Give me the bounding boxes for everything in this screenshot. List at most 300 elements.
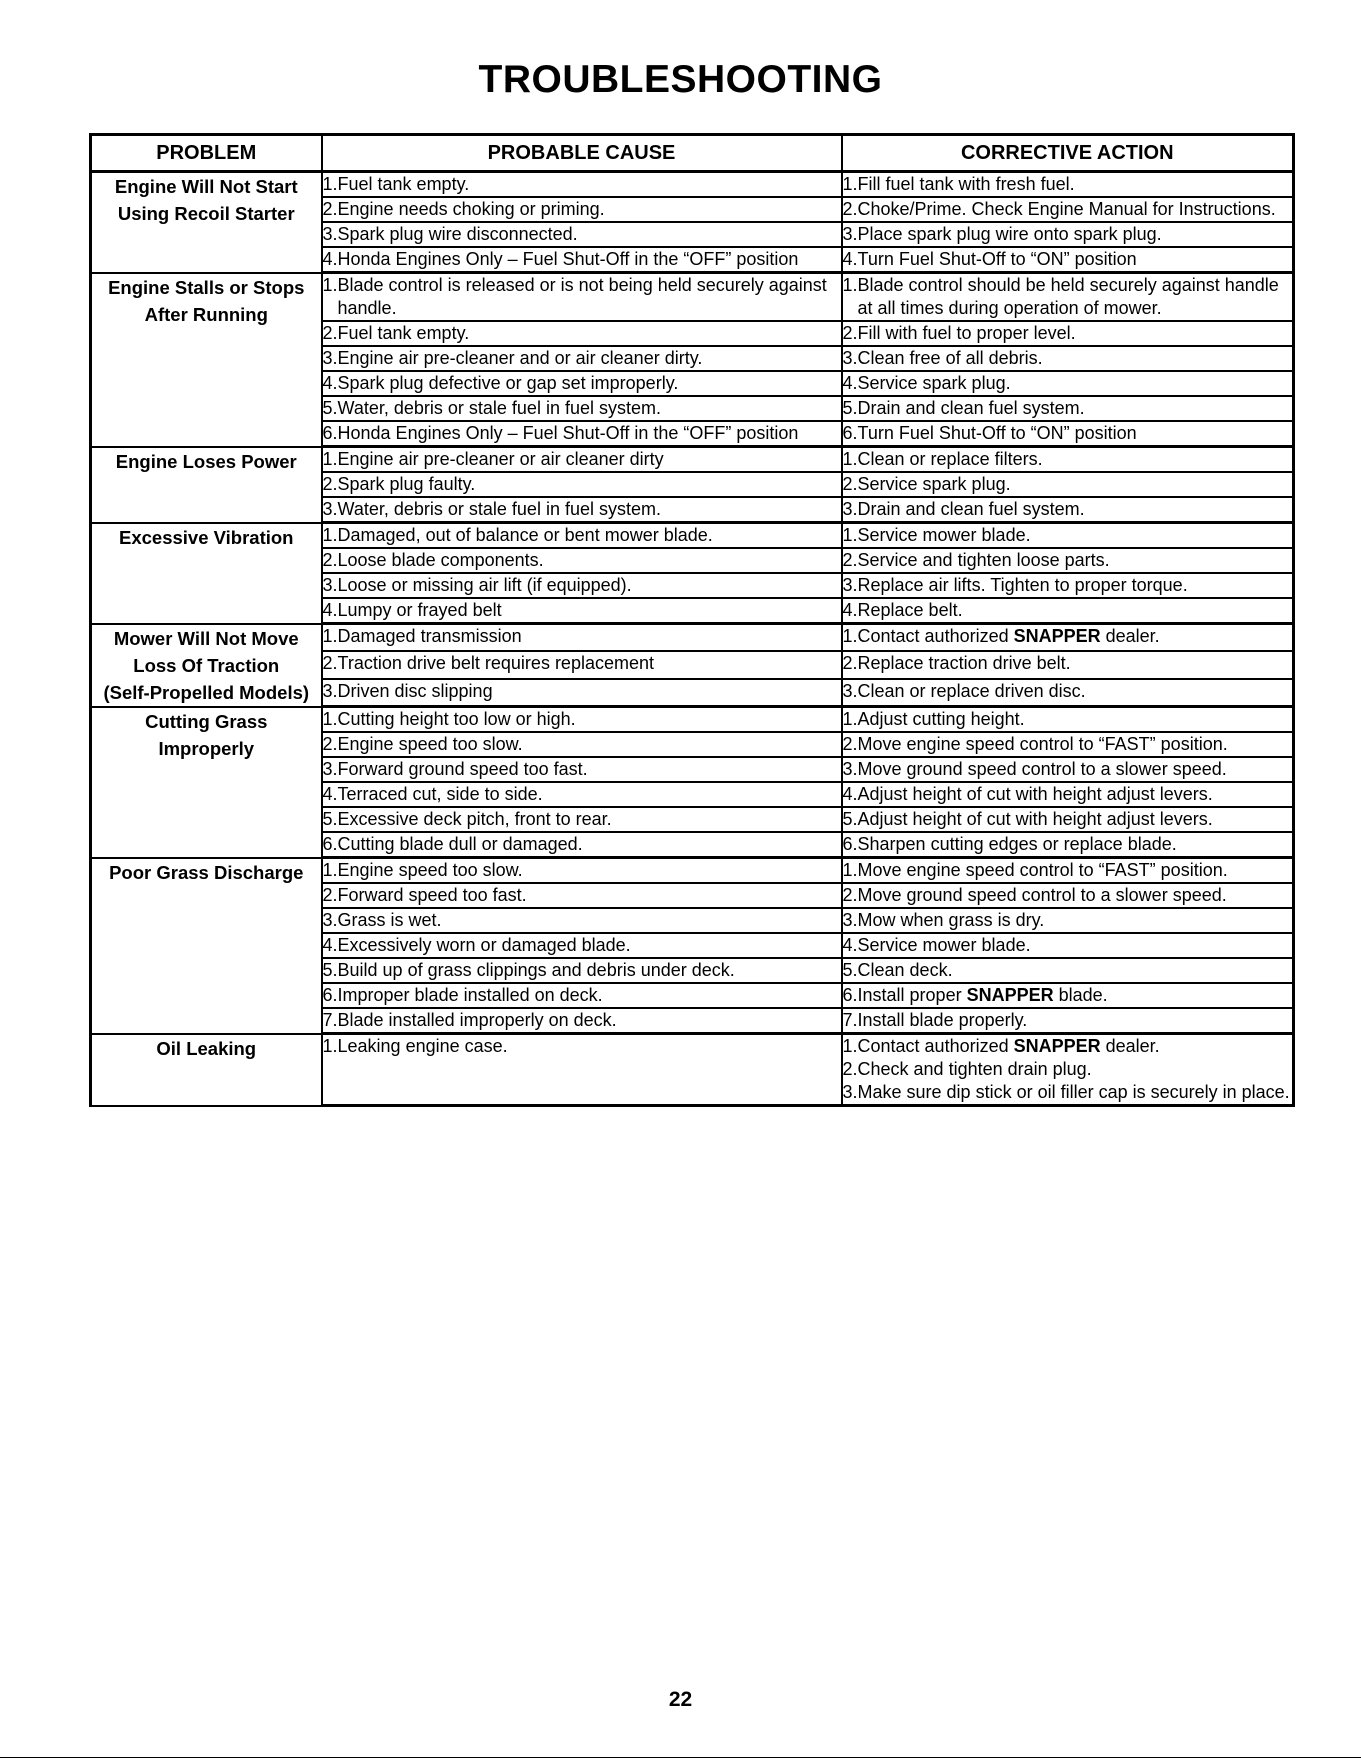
- action-item: [843, 198, 1293, 221]
- cause-item: [323, 473, 841, 496]
- action-number: 2.: [842, 199, 858, 219]
- action-item: [843, 1035, 1293, 1058]
- corrective-action-cell: [842, 732, 1294, 757]
- corrective-action-cell: [842, 172, 1294, 198]
- probable-cause-cell: [322, 447, 842, 473]
- cause-number: 7.: [322, 1010, 338, 1030]
- troubleshooting-table: [89, 133, 1295, 1107]
- action-text: Drain and clean fuel system.: [857, 398, 1085, 418]
- table-row: [91, 523, 1294, 549]
- cause-text: Engine air pre-cleaner or air cleaner dirty: [337, 449, 664, 469]
- action-text-post: dealer.: [1100, 1036, 1160, 1056]
- corrective-action-cell: [842, 933, 1294, 958]
- corrective-action-cell: [842, 782, 1294, 807]
- cause-number: 1.: [322, 860, 338, 880]
- action-text-pre: Contact authorized: [857, 1036, 1014, 1056]
- action-item: [843, 708, 1293, 731]
- action-number: 3.: [842, 348, 858, 368]
- table-row: [91, 447, 1294, 473]
- probable-cause-cell: [322, 222, 842, 247]
- action-number: 2.: [842, 1059, 858, 1079]
- action-text: Service mower blade.: [857, 935, 1031, 955]
- problem-label: (Self-Propelled Models): [103, 681, 310, 703]
- cause-item: [323, 680, 841, 703]
- action-item: [843, 322, 1293, 345]
- action-text: Check and tighten drain plug.: [857, 1059, 1092, 1079]
- problem-label: Oil Leaking: [156, 1037, 257, 1059]
- probable-cause-cell: [322, 197, 842, 222]
- cause-item: [323, 223, 841, 246]
- action-number: 5.: [842, 960, 858, 980]
- cause-item: [323, 448, 841, 471]
- probable-cause-cell: [322, 707, 842, 733]
- cause-text: Cutting blade dull or damaged.: [337, 834, 583, 854]
- probable-cause-cell: [322, 757, 842, 782]
- cause-number: 2.: [322, 474, 338, 494]
- corrective-action-cell: [842, 1008, 1294, 1034]
- cause-number: 3.: [322, 575, 338, 595]
- action-text: Adjust height of cut with height adjust levers.: [857, 784, 1213, 804]
- cause-item: [323, 783, 841, 806]
- action-number: 4.: [842, 600, 858, 620]
- corrective-action-cell: [842, 523, 1294, 549]
- cause-number: 3.: [322, 224, 338, 244]
- cause-text: Build up of grass clippings and debris under deck.: [337, 960, 735, 980]
- cause-number: 1.: [322, 449, 338, 469]
- corrective-action-cell: [842, 222, 1294, 247]
- cause-number: 4.: [322, 935, 338, 955]
- probable-cause-cell: [322, 679, 842, 707]
- action-item: [843, 909, 1293, 932]
- action-text: Service mower blade.: [857, 525, 1031, 545]
- action-text: Adjust cutting height.: [857, 709, 1025, 729]
- corrective-action-cell: [842, 807, 1294, 832]
- action-item: [843, 372, 1293, 395]
- cause-number: 2.: [322, 734, 338, 754]
- corrective-action-cell: [842, 598, 1294, 624]
- problem-label: Poor Grass Discharge: [109, 861, 304, 883]
- problem-label: Engine Stalls or Stops: [108, 276, 305, 298]
- cause-item: [323, 524, 841, 547]
- table-row: [91, 273, 1294, 322]
- action-number: 2.: [842, 653, 858, 674]
- cause-text: Blade control is released or is not being held securely against handle.: [337, 275, 827, 318]
- cause-text: Leaking engine case.: [337, 1036, 508, 1056]
- action-number: 1.: [842, 709, 858, 729]
- action-item: [843, 1009, 1293, 1032]
- cause-item: [323, 574, 841, 597]
- cause-number: 2.: [322, 199, 338, 219]
- action-text: Fill fuel tank with fresh fuel.: [857, 174, 1075, 194]
- probable-cause-cell: [322, 321, 842, 346]
- action-item: [843, 549, 1293, 572]
- cause-number: 1.: [322, 626, 338, 646]
- corrective-action-cell: [842, 497, 1294, 523]
- cause-text: Engine air pre-cleaner and or air cleaner dirty.: [337, 348, 703, 368]
- problem-cell: [91, 1034, 322, 1106]
- problem-label: Excessive Vibration: [119, 526, 294, 548]
- cause-text: Spark plug defective or gap set improperly.: [337, 373, 679, 393]
- cause-text: Engine speed too slow.: [337, 734, 523, 754]
- probable-cause-cell: [322, 472, 842, 497]
- action-number: 5.: [842, 398, 858, 418]
- cause-number: 1.: [322, 525, 338, 545]
- probable-cause-cell: [322, 346, 842, 371]
- action-item: [843, 808, 1293, 831]
- action-text: [858, 984, 1292, 1007]
- probable-cause-cell: [322, 1008, 842, 1034]
- corrective-action-cell: [842, 958, 1294, 983]
- corrective-action-cell: [842, 197, 1294, 222]
- action-number: 5.: [842, 809, 858, 829]
- table-row: [91, 172, 1294, 198]
- probable-cause-cell: [322, 172, 842, 198]
- cause-number: 3.: [322, 499, 338, 519]
- cause-item: [323, 652, 841, 675]
- action-item: [843, 422, 1293, 445]
- cause-item: [323, 625, 841, 648]
- corrective-action-cell: [842, 421, 1294, 447]
- cause-item: [323, 274, 841, 320]
- cause-item: [323, 372, 841, 395]
- cause-item: [323, 397, 841, 420]
- action-text: Turn Fuel Shut-Off to “ON” position: [857, 249, 1137, 269]
- table-row: [91, 1034, 1294, 1106]
- action-item: [843, 473, 1293, 496]
- cause-number: 1.: [322, 275, 338, 295]
- probable-cause-cell: [322, 782, 842, 807]
- action-number: 3.: [842, 1082, 858, 1102]
- cause-item: [323, 549, 841, 572]
- action-number: 1.: [842, 626, 858, 646]
- cause-item: [323, 859, 841, 882]
- cause-text: Excessive deck pitch, front to rear.: [337, 809, 612, 829]
- cause-number: 4.: [322, 784, 338, 804]
- action-item: [843, 884, 1293, 907]
- probable-cause-cell: [322, 651, 842, 678]
- action-item: [843, 1081, 1293, 1104]
- cause-number: 3.: [322, 348, 338, 368]
- action-item: [843, 599, 1293, 622]
- problem-cell: [91, 707, 322, 858]
- probable-cause-cell: [322, 598, 842, 624]
- cause-text: Grass is wet.: [337, 910, 442, 930]
- table-row: [91, 858, 1294, 884]
- action-text: Drain and clean fuel system.: [857, 499, 1085, 519]
- cause-item: [323, 322, 841, 345]
- action-number: 4.: [842, 784, 858, 804]
- action-number: 2.: [842, 550, 858, 570]
- action-item: [843, 625, 1293, 648]
- cause-text: Lumpy or frayed belt: [337, 600, 502, 620]
- cause-number: 5.: [322, 398, 338, 418]
- corrective-action-cell: [842, 447, 1294, 473]
- action-item: [843, 859, 1293, 882]
- cause-item: [323, 1035, 841, 1058]
- table-body: [91, 172, 1294, 1106]
- probable-cause-cell: [322, 497, 842, 523]
- probable-cause-cell: [322, 908, 842, 933]
- corrective-action-cell: [842, 548, 1294, 573]
- action-number: 4.: [842, 935, 858, 955]
- action-item: [843, 984, 1293, 1007]
- cause-number: 6.: [322, 985, 338, 1005]
- action-number: 2.: [842, 734, 858, 754]
- problem-cell: [91, 172, 322, 273]
- header-probable-cause: PROBABLE CAUSE: [322, 135, 842, 172]
- action-text-pre: Install proper: [857, 985, 967, 1005]
- footer-rule: [0, 1757, 1361, 1758]
- action-number: 3.: [842, 680, 858, 701]
- action-number: 3.: [842, 759, 858, 779]
- action-text: Turn Fuel Shut-Off to “ON” position: [857, 423, 1137, 443]
- action-item: [843, 833, 1293, 856]
- action-item: [843, 498, 1293, 521]
- action-item: [843, 173, 1293, 196]
- corrective-action-cell: [842, 757, 1294, 782]
- corrective-action-cell: [842, 273, 1294, 322]
- action-text: Service spark plug.: [857, 474, 1011, 494]
- action-text: Clean deck.: [857, 960, 953, 980]
- probable-cause-cell: [322, 858, 842, 884]
- action-item: [843, 448, 1293, 471]
- problem-label: After Running: [144, 303, 268, 325]
- problem-label: Engine Loses Power: [115, 450, 297, 472]
- probable-cause-cell: [322, 573, 842, 598]
- corrective-action-cell: [842, 858, 1294, 884]
- action-text: [858, 1035, 1292, 1058]
- action-number: 1.: [842, 275, 858, 295]
- cause-text: Forward speed too fast.: [337, 885, 527, 905]
- cause-number: 5.: [322, 809, 338, 829]
- cause-item: [323, 758, 841, 781]
- brand-name: SNAPPER: [966, 985, 1054, 1005]
- action-number: 1.: [842, 860, 858, 880]
- probable-cause-cell: [322, 624, 842, 652]
- action-item: [843, 1058, 1293, 1081]
- cause-text: Honda Engines Only – Fuel Shut-Off in the “OFF” position: [337, 423, 799, 443]
- action-item: [843, 783, 1293, 806]
- cause-item: [323, 422, 841, 445]
- action-item: [843, 934, 1293, 957]
- problem-cell: [91, 523, 322, 624]
- action-item: [843, 758, 1293, 781]
- cause-text: Spark plug wire disconnected.: [337, 224, 578, 244]
- cause-number: 1.: [322, 1036, 338, 1056]
- corrective-action-cell: [842, 908, 1294, 933]
- cause-item: [323, 959, 841, 982]
- cause-text: Traction drive belt requires replacement: [337, 653, 654, 674]
- action-number: 6.: [842, 985, 858, 1005]
- probable-cause-cell: [322, 247, 842, 273]
- cause-text: Improper blade installed on deck.: [337, 985, 603, 1005]
- action-number: 3.: [842, 499, 858, 519]
- cause-number: 3.: [322, 910, 338, 930]
- cause-text: Blade installed improperly on deck.: [337, 1010, 617, 1030]
- cause-number: 3.: [322, 680, 338, 701]
- action-number: 3.: [842, 224, 858, 244]
- action-text: Move ground speed control to a slower speed.: [857, 759, 1227, 779]
- cause-item: [323, 934, 841, 957]
- action-text: Mow when grass is dry.: [857, 910, 1045, 930]
- action-text: Fill with fuel to proper level.: [857, 323, 1076, 343]
- corrective-action-cell: [842, 883, 1294, 908]
- probable-cause-cell: [322, 421, 842, 447]
- problem-label: Using Recoil Starter: [117, 203, 295, 224]
- action-text-post: dealer.: [1100, 626, 1160, 646]
- probable-cause-cell: [322, 883, 842, 908]
- cause-number: 2.: [322, 323, 338, 343]
- table-row: [91, 707, 1294, 733]
- action-number: 2.: [842, 323, 858, 343]
- action-number: 1.: [842, 174, 858, 194]
- cause-item: [323, 733, 841, 756]
- action-text: Move engine speed control to “FAST” position.: [857, 734, 1228, 754]
- action-item: [843, 652, 1293, 675]
- cause-text: Water, debris or stale fuel in fuel system.: [337, 499, 661, 519]
- action-number: 4.: [842, 249, 858, 269]
- cause-text: Loose blade components.: [337, 550, 544, 570]
- cause-item: [323, 248, 841, 271]
- action-text-post: blade.: [1053, 985, 1108, 1005]
- corrective-action-cell: [842, 247, 1294, 273]
- action-text: Move ground speed control to a slower speed.: [857, 885, 1227, 905]
- cause-text: Water, debris or stale fuel in fuel system.: [337, 398, 661, 418]
- cause-text: Damaged, out of balance or bent mower blade.: [337, 525, 713, 545]
- action-number: 4.: [842, 373, 858, 393]
- action-item: [843, 524, 1293, 547]
- problem-label: Improperly: [158, 737, 255, 759]
- problem-label: Mower Will Not Move: [113, 627, 299, 649]
- action-number: 7.: [842, 1010, 858, 1030]
- cause-text: Engine speed too slow.: [337, 860, 523, 880]
- action-text: Clean or replace driven disc.: [857, 680, 1086, 701]
- cause-text: Loose or missing air lift (if equipped).: [337, 575, 632, 595]
- cause-text: Driven disc slipping: [337, 680, 493, 701]
- cause-item: [323, 708, 841, 731]
- cause-item: [323, 833, 841, 856]
- action-text: Replace belt.: [857, 600, 963, 620]
- action-text: Make sure dip stick or oil filler cap is securely in place.: [857, 1082, 1290, 1102]
- probable-cause-cell: [322, 807, 842, 832]
- cause-number: 4.: [322, 600, 338, 620]
- cause-text: Engine needs choking or priming.: [337, 199, 605, 219]
- problem-label: Cutting Grass: [145, 710, 268, 732]
- corrective-action-cell: [842, 396, 1294, 421]
- cause-number: 6.: [322, 834, 338, 854]
- action-item: [843, 397, 1293, 420]
- cause-number: 6.: [322, 423, 338, 443]
- corrective-action-cell: [842, 983, 1294, 1008]
- probable-cause-cell: [322, 273, 842, 322]
- action-item: [843, 274, 1293, 320]
- action-item: [843, 680, 1293, 703]
- cause-item: [323, 1009, 841, 1032]
- action-text: Service spark plug.: [857, 373, 1011, 393]
- cause-item: [323, 884, 841, 907]
- cause-text: Cutting height too low or high.: [337, 709, 576, 729]
- action-text-pre: Contact authorized: [857, 626, 1014, 646]
- action-item: [843, 347, 1293, 370]
- cause-text: Forward ground speed too fast.: [337, 759, 588, 779]
- cause-item: [323, 198, 841, 221]
- action-text: Clean or replace filters.: [857, 449, 1043, 469]
- table-header-row: [91, 135, 1294, 172]
- action-text: Install blade properly.: [857, 1010, 1028, 1030]
- cause-number: 5.: [322, 960, 338, 980]
- brand-name: SNAPPER: [1013, 1036, 1101, 1056]
- cause-text: Damaged transmission: [337, 626, 522, 646]
- cause-number: 2.: [322, 550, 338, 570]
- cause-item: [323, 808, 841, 831]
- probable-cause-cell: [322, 396, 842, 421]
- corrective-action-cell: [842, 1034, 1294, 1106]
- probable-cause-cell: [322, 958, 842, 983]
- cause-number: 4.: [322, 249, 338, 269]
- corrective-action-cell: [842, 371, 1294, 396]
- corrective-action-cell: [842, 624, 1294, 652]
- cause-number: 3.: [322, 759, 338, 779]
- problem-cell: [91, 624, 322, 707]
- action-text: Move engine speed control to “FAST” position.: [857, 860, 1228, 880]
- action-item: [843, 248, 1293, 271]
- cause-item: [323, 173, 841, 196]
- corrective-action-cell: [842, 651, 1294, 678]
- probable-cause-cell: [322, 832, 842, 858]
- probable-cause-cell: [322, 371, 842, 396]
- action-item: [843, 959, 1293, 982]
- cause-number: 2.: [322, 885, 338, 905]
- page-title: TROUBLESHOOTING: [478, 58, 883, 101]
- action-text: Place spark plug wire onto spark plug.: [857, 224, 1162, 244]
- action-item: [843, 733, 1293, 756]
- action-text: [858, 625, 1292, 648]
- problem-cell: [91, 273, 322, 447]
- corrective-action-cell: [842, 679, 1294, 707]
- action-text: Clean free of all debris.: [857, 348, 1043, 368]
- probable-cause-cell: [322, 523, 842, 549]
- action-number: 6.: [842, 423, 858, 443]
- action-text: Blade control should be held securely against handle at all times during operation of mower.: [857, 275, 1279, 318]
- cause-text: Honda Engines Only – Fuel Shut-Off in the “OFF” position: [337, 249, 799, 269]
- cause-item: [323, 347, 841, 370]
- cause-item: [323, 599, 841, 622]
- probable-cause-cell: [322, 983, 842, 1008]
- action-text: Adjust height of cut with height adjust levers.: [857, 809, 1213, 829]
- action-number: 3.: [842, 910, 858, 930]
- cause-number: 2.: [322, 653, 338, 674]
- table-row: [91, 624, 1294, 652]
- cause-text: Fuel tank empty.: [337, 174, 470, 194]
- action-text: Choke/Prime. Check Engine Manual for Instructions.: [857, 199, 1276, 219]
- problem-label: Loss Of Traction: [133, 654, 280, 676]
- corrective-action-cell: [842, 707, 1294, 733]
- probable-cause-cell: [322, 1034, 842, 1106]
- cause-text: Terraced cut, side to side.: [337, 784, 543, 804]
- cause-number: 1.: [322, 174, 338, 194]
- problem-cell: [91, 858, 322, 1034]
- action-number: 2.: [842, 885, 858, 905]
- cause-item: [323, 498, 841, 521]
- action-number: 1.: [842, 1036, 858, 1056]
- page-number: 22: [668, 1688, 693, 1711]
- probable-cause-cell: [322, 732, 842, 757]
- cause-item: [323, 909, 841, 932]
- action-text: Service and tighten loose parts.: [857, 550, 1110, 570]
- action-number: 1.: [842, 525, 858, 545]
- corrective-action-cell: [842, 321, 1294, 346]
- action-text: Sharpen cutting edges or replace blade.: [857, 834, 1177, 854]
